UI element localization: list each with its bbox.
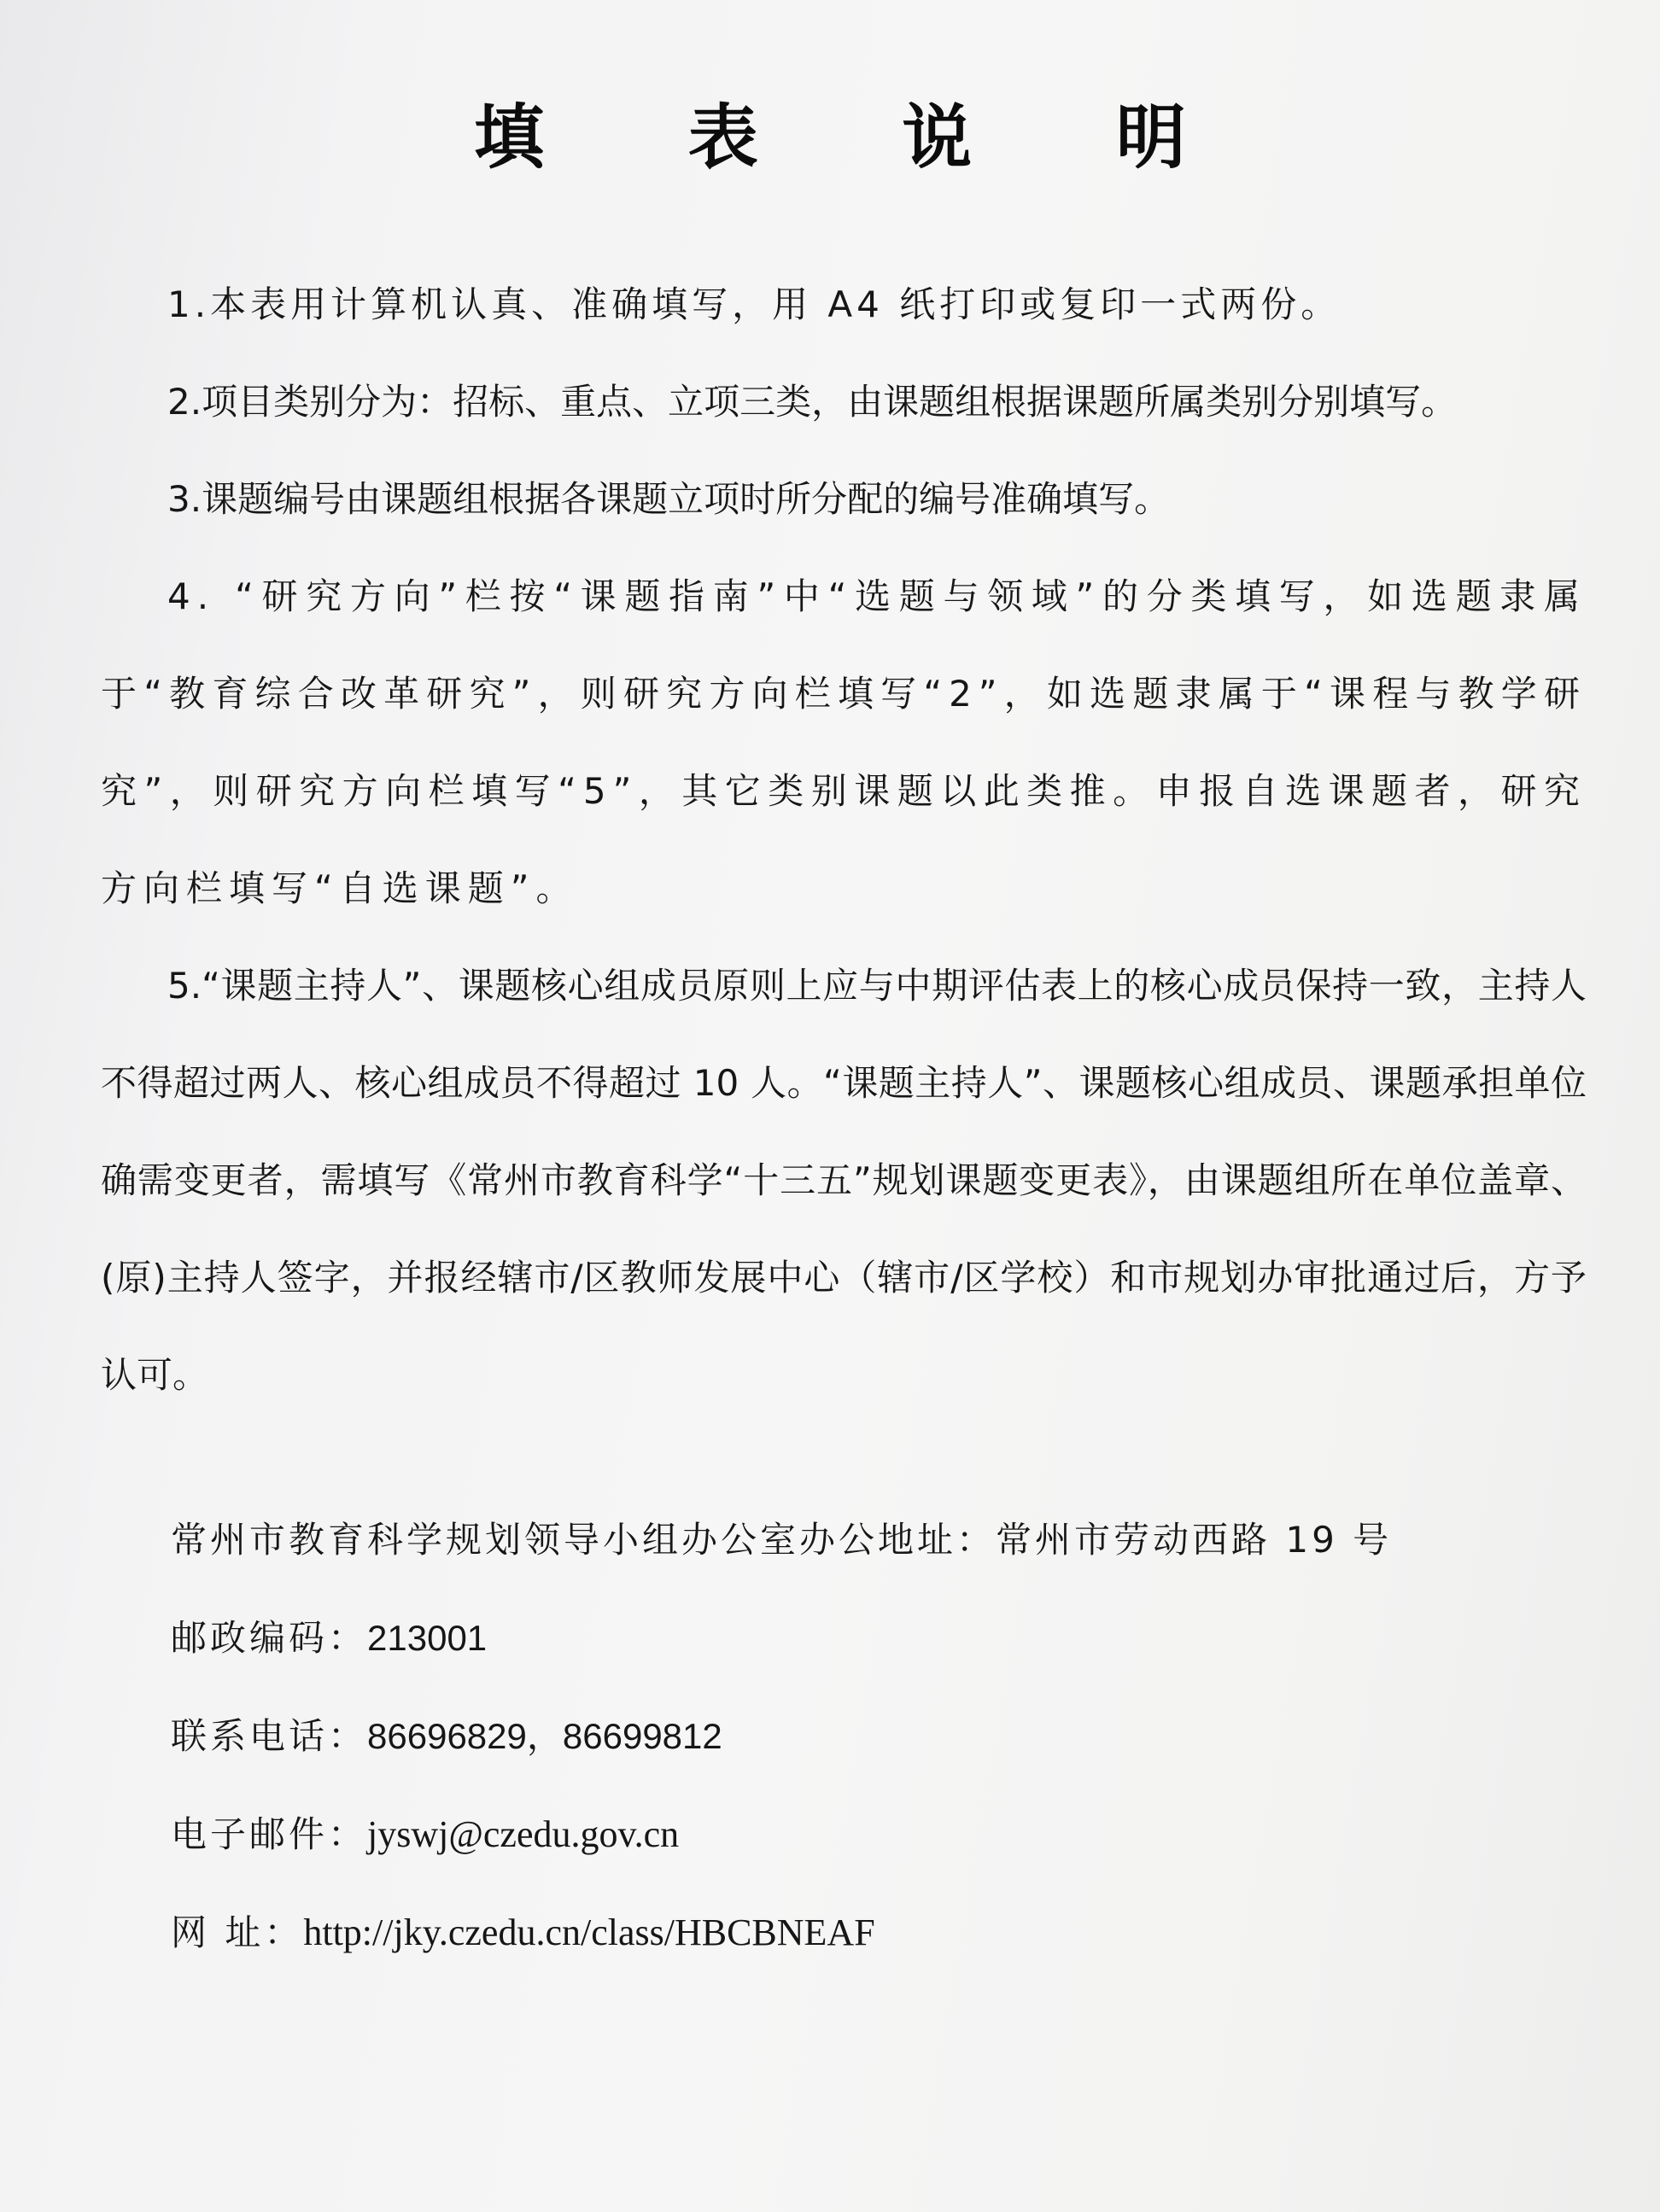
instructions-body	[101, 256, 1587, 1424]
contact-info	[171, 1491, 1537, 1981]
instruction-2: 2.项目类别分为：招标、重点、立项三类，由课题组根据课题所属类别分别填写。	[167, 381, 1458, 423]
address-line	[171, 1491, 1537, 1589]
address-value: 常州市劳动西路 19 号	[996, 1519, 1393, 1561]
email-value: jyswj@czedu.gov.cn	[367, 1813, 680, 1855]
postcode-value: 213001	[367, 1618, 488, 1658]
phone-label: 联系电话：	[171, 1715, 368, 1757]
instruction-3: 3.课题编号由课题组根据各课题立项时所分配的编号准确填写。	[167, 478, 1171, 520]
page-title: 填 表 说 明	[474, 97, 1246, 178]
website-label: 网 址：	[171, 1911, 304, 1953]
instruction-5: 5.“课题主持人”、课题核心组成员原则上应与中期评估表上的核心成员保持一致，主持人不得超过两人、核心组成员不得超过 10 人。“课题主持人”、课题核心组成员、课题承担单位确需变更者，需填写《常州市教育科学“十三五”规划课题变更表》，由课题组所在单位盖章、(原)主持人签字，并报经辖市/区教师发展中心（辖市/区学校）和市规划办审批通过后，方予认可。	[101, 965, 1587, 1396]
phone-line	[171, 1687, 1537, 1785]
website-value: http://jky.czedu.cn/class/HBCBNEAF	[303, 1911, 875, 1953]
website-line	[171, 1883, 1537, 1981]
email-label: 电子邮件：	[171, 1813, 368, 1855]
email-line	[171, 1785, 1537, 1883]
instruction-1: 1.本表用计算机认真、准确填写，用 A4 纸打印或复印一式两份。	[167, 283, 1341, 325]
postcode-label: 邮政编码：	[171, 1617, 368, 1659]
instruction-4: 4. “研究方向”栏按“课题指南”中“选题与领域”的分类填写，如选题隶属于“教育综合改革研究”，则研究方向栏填写“2”，如选题隶属于“课程与教学研究”，则研究方向栏填写“5”，其它类别课题以此类推。申报自选课题者，研究方向栏填写“自选课题”。	[101, 575, 1587, 909]
phone-value: 86696829，86699812	[367, 1716, 722, 1756]
address-label: 常州市教育科学规划领导小组办公室办公地址：	[171, 1519, 997, 1561]
postcode-line	[171, 1589, 1537, 1687]
